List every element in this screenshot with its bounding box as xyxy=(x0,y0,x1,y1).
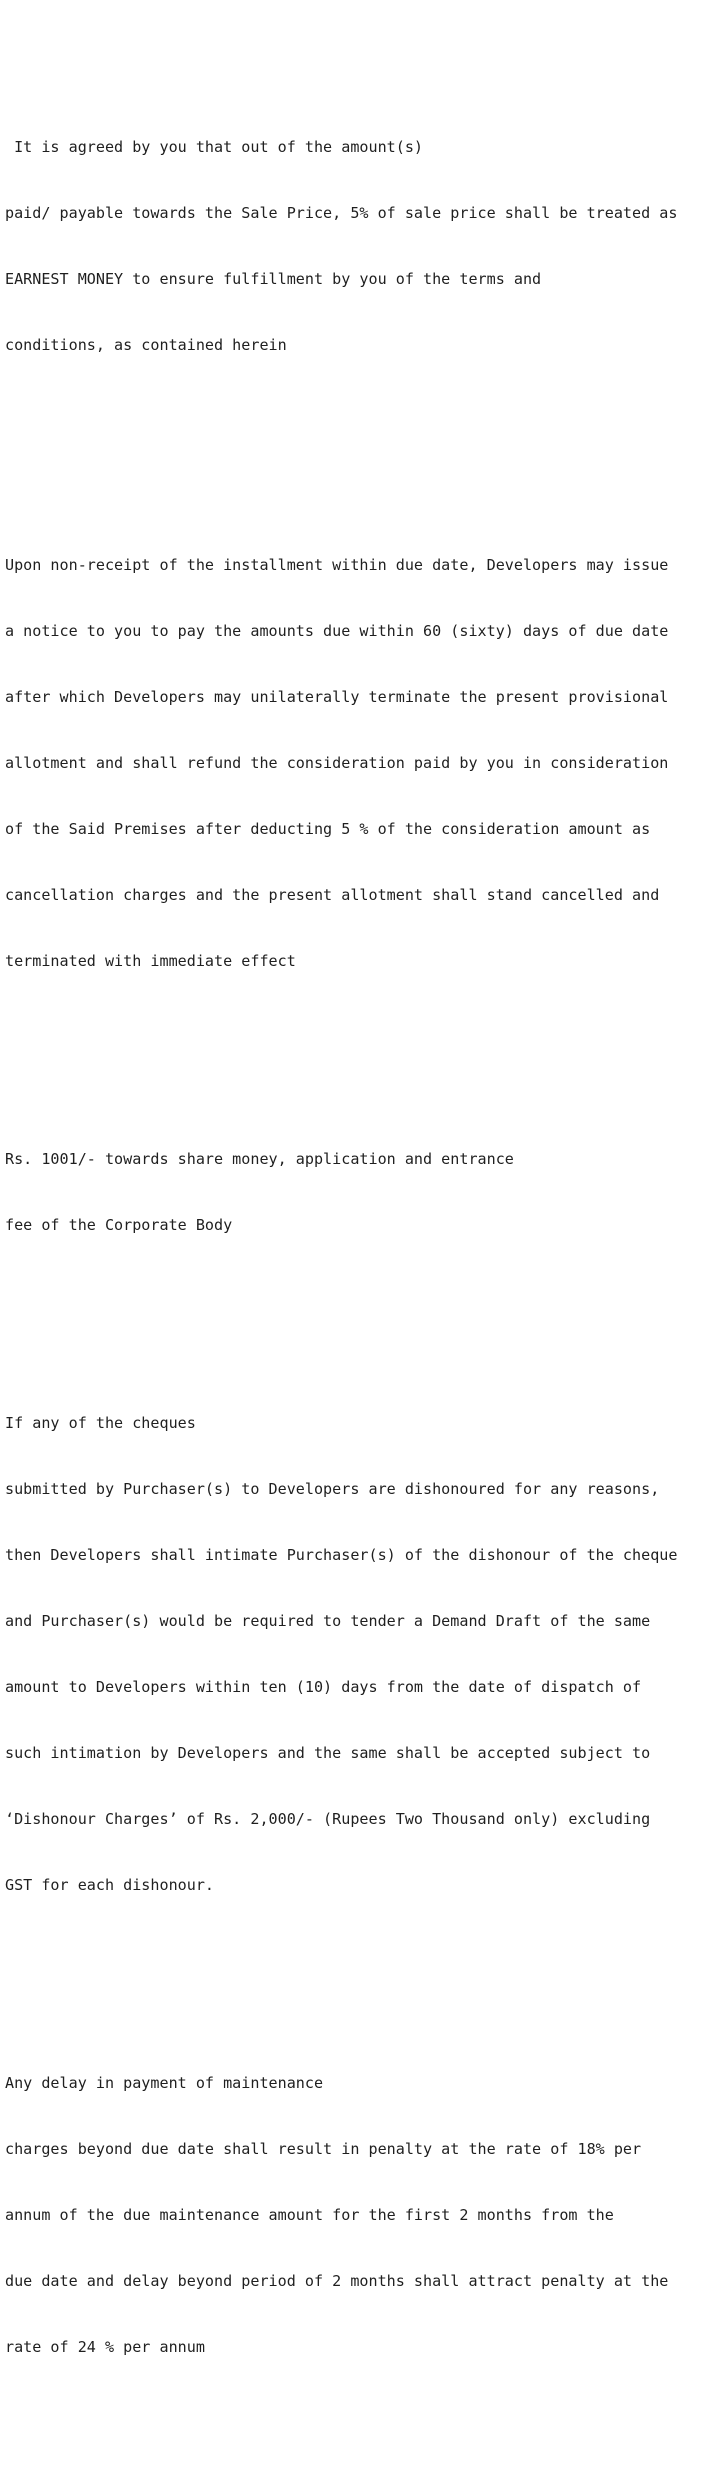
text-line: cancellation charges and the present allotment shall stand cancelled and xyxy=(5,886,660,904)
document-body xyxy=(5,26,720,2468)
earnest-money-clause xyxy=(5,92,720,400)
text-line: of the Said Premises after deducting 5 % of the consideration amount as xyxy=(5,820,651,838)
text-line: Any delay in payment of maintenance xyxy=(5,2074,324,2092)
text-line: annum of the due maintenance amount for the first 2 months from the xyxy=(5,2206,614,2224)
text-line: charges beyond due date shall result in penalty at the rate of 18% per xyxy=(5,2140,642,2158)
text-line: It is agreed by you that out of the amount(s) xyxy=(5,138,424,156)
text-line: then Developers shall intimate Purchaser(s) of the dishonour of the cheque xyxy=(5,1546,678,1564)
text-line: submitted by Purchaser(s) to Developers are dishonoured for any reasons, xyxy=(5,1480,660,1498)
text-line: paid/ payable towards the Sale Price, 5% of sale price shall be treated as xyxy=(5,204,678,222)
text-line: ‘Dishonour Charges’ of Rs. 2,000/- (Rupees Two Thousand only) excluding xyxy=(5,1810,651,1828)
maintenance-penalty-clause xyxy=(5,2028,720,2402)
text-line: conditions, as contained herein xyxy=(5,336,287,354)
dishonoured-cheque-clause xyxy=(5,1368,720,1940)
text-line: Upon non-receipt of the installment within due date, Developers may issue xyxy=(5,556,669,574)
text-line: a notice to you to pay the amounts due within 60 (sixty) days of due date xyxy=(5,622,669,640)
installment-default-clause xyxy=(5,510,720,1016)
text-line: terminated with immediate effect xyxy=(5,952,296,970)
share-money-clause xyxy=(5,1104,720,1280)
text-line: allotment and shall refund the consideration paid by you in consideration xyxy=(5,754,669,772)
text-line: and Purchaser(s) would be required to tender a Demand Draft of the same xyxy=(5,1612,651,1630)
text-line: such intimation by Developers and the same shall be accepted subject to xyxy=(5,1744,651,1762)
text-line: rate of 24 % per annum xyxy=(5,2338,205,2356)
text-line: due date and delay beyond period of 2 months shall attract penalty at the xyxy=(5,2272,669,2290)
text-line: EARNEST MONEY to ensure fulfillment by you of the terms and xyxy=(5,270,542,288)
text-line: after which Developers may unilaterally terminate the present provisional xyxy=(5,688,669,706)
text-line: amount to Developers within ten (10) days from the date of dispatch of xyxy=(5,1678,642,1696)
text-line: Rs. 1001/- towards share money, application and entrance xyxy=(5,1150,514,1168)
text-line: fee of the Corporate Body xyxy=(5,1216,233,1234)
text-line: GST for each dishonour. xyxy=(5,1876,215,1894)
text-line: If any of the cheques xyxy=(5,1414,196,1432)
